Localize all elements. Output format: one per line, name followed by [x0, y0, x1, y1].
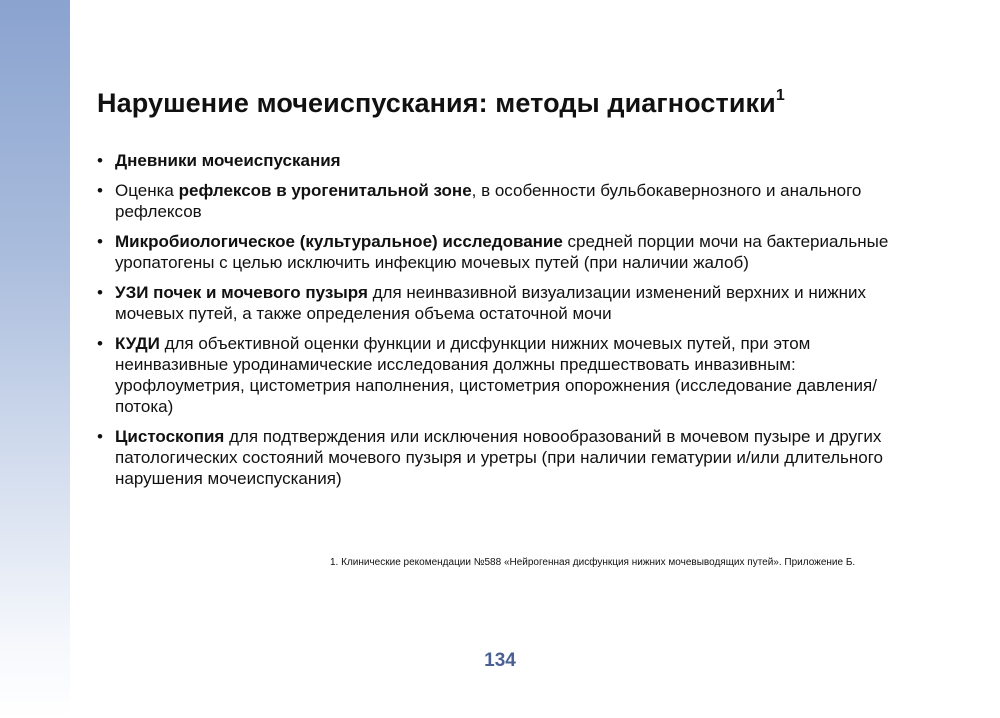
- page-number: 134: [484, 650, 516, 671]
- slide-title: [97, 88, 785, 119]
- title-footnote-mark: 1: [775, 87, 785, 104]
- bullet-bold-term: рефлексов в урогенитальной зоне: [178, 181, 472, 200]
- bullet-text: для подтверждения или исключения новообразований в мочевом пузыре и других патологических состояний мочевого пузыря и уретры (при наличии гематурии и/или длительного нарушения мочеиспускания): [115, 427, 883, 488]
- bullet-bold-term: Микробиологическое (культуральное) исследование: [115, 232, 563, 251]
- diagnostic-methods-list: [97, 150, 902, 498]
- footnote-reference: 1. Клинические рекомендации №588 «Нейрогенная дисфункция нижних мочевыводящих путей». Приложение Б.: [330, 557, 856, 568]
- decorative-side-gradient-bar: [0, 0, 70, 718]
- bullet-voiding-diaries: [97, 150, 902, 171]
- bullet-bold-term: Дневники мочеиспускания: [115, 151, 341, 170]
- bullet-text: средней порции мочи на бактериальные уропатогены с целью исключить инфекцию мочевых путей (при наличии жалоб): [115, 232, 889, 272]
- bullet-text: для объективной оценки функции и дисфункции нижних мочевых путей, при этом неинвазивные уродинамические исследования должны предшествовать инвазивным: урофлоуметрия, цистометрия наполнения, цистометрия опорожнения (исследование давления/потока): [115, 334, 877, 416]
- bullet-microbiological-test: [97, 231, 902, 273]
- bullet-urogenital-reflexes: [97, 180, 902, 222]
- bullet-bold-term: КУДИ: [115, 334, 160, 353]
- bullet-urodynamics: [97, 333, 902, 417]
- bullet-bold-term: Цистоскопия: [115, 427, 225, 446]
- bullet-text: Оценка: [115, 181, 179, 200]
- bullet-bold-term: УЗИ почек и мочевого пузыря: [115, 283, 368, 302]
- bullet-text: для неинвазивной визуализации изменений верхних и нижних мочевых путей, а также определения объема остаточной мочи: [115, 283, 867, 323]
- bullet-ultrasound: [97, 282, 902, 324]
- bullet-cystoscopy: [97, 426, 902, 489]
- slide-title-text: Нарушение мочеиспускания: методы диагностики: [97, 88, 776, 118]
- bullet-text: , в особенности бульбокавернозного и анального рефлексов: [115, 181, 862, 221]
